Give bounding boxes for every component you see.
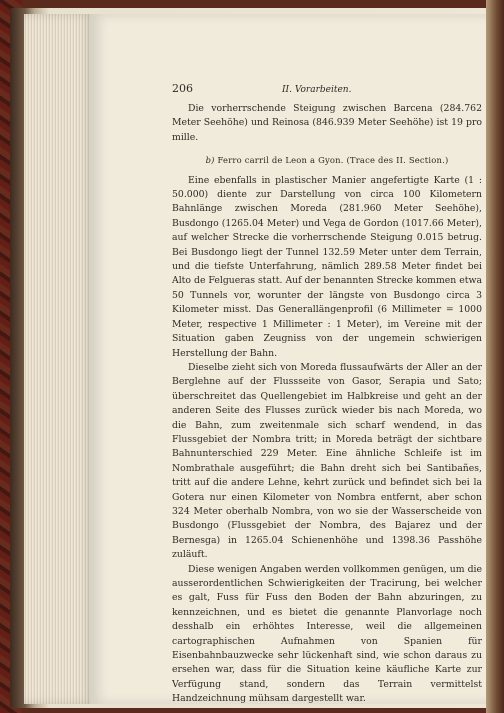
running-title: II. Vorarbeiten.: [282, 85, 352, 95]
paragraph-2: Dieselbe zieht sich von Moreda flussaufwärts der Aller an der Berglehne auf der Flussseite von Gasor, Serapia und Sato; überschreitet das Quellengebiet im Halbkreise und geht an der anderen Seite des Flusses zurück wieder bis nach Moreda, wo die Bahn, zum zweitenmale sich scharf wendend, in das Flussgebiet der Nombra tritt; in Moreda beträgt der sichtbare Bahnunterschied 229 Meter. Eine ähnliche Schleife ist im Nombrathale ausgeführt; die Bahn dreht sich bei Santibañes, tritt auf die andere Lehne, kehrt zurück und befindet sich bei la Gotera nur einen Kilometer von Nombra entfernt, aber schon 324 Meter oberhalb Nombra, von wo sie der Wasserscheide von Busdongo (Flussgebiet der Nombra, des Bajarez und der Bernesga) in 1265.04 Schienenhöhe und 1398.36 Passhöhe zuläuft.: [172, 361, 482, 561]
paragraph-intro: Die vorherrschende Steigung zwischen Barcena (284.762 Meter Seehöhe) und Reinosa (846.939 Meter Seehöhe) ist 19 pro mille.: [172, 103, 482, 143]
section-title: Ferro carril de Leon a Gyon. (Trace des II. Section.): [217, 155, 449, 166]
page-stack-edges: [24, 14, 94, 704]
section-letter: b): [205, 155, 215, 166]
book-right-edge: [486, 0, 504, 713]
section-heading: [172, 153, 482, 167]
paragraph-3: Diese wenigen Angaben werden vollkommen genügen, um die ausserordentlichen Schwierigkeiten der Tracirung, bei welcher es galt, Fuss für Fuss den Boden der Bahn abzuringen, zu kennzeichnen, und es bietet die genannte Planvorlage noch desshalb ein erhöhtes Interesse, weil die allgemeinen cartographischen Aufnahmen von Spanien für Eisenbahnbauzwecke sehr lückenhaft sind, wie schon daraus zu ersehen war, dass für die Situation keine käufliche Karte zur Verfügung stand, sondern das Terrain vermittelst Handzeichnung mühsam dargestellt war.: [172, 563, 482, 705]
page-header: [172, 82, 482, 102]
page-text-block: [172, 82, 482, 707]
paragraph-1: Eine ebenfalls in plastischer Manier angefertigte Karte (1 : 50.000) diente zur Darstellung von circa 100 Kilometern Bahnlänge zwischen Moreda (281.960 Meter Seehöhe), Busdongo (1265.04 Meter) und Vega de Gordon (1017.66 Meter), auf welcher Strecke die vorherrschende Steigung 0.015 betrug. Bei Busdongo liegt der Tunnel 132.59 Meter unter dem Terrain, und die tiefste Unterfahrung, nämlich 289.58 Meter findet bei Alto de Felgueras statt. Auf der benannten Strecke kommen etwa 50 Tunnels vor, worunter der längste von Busdongo circa 3 Kilometer misst. Das Generallängenprofil (6 Millimeter = 1000 Meter, respective 1 Millimeter : 1 Meter), im Vereine mit der Situation gaben Zeugniss von der ungemein schwierigen Herstellung der Bahn.: [172, 174, 482, 359]
page-number: 206: [172, 82, 193, 95]
